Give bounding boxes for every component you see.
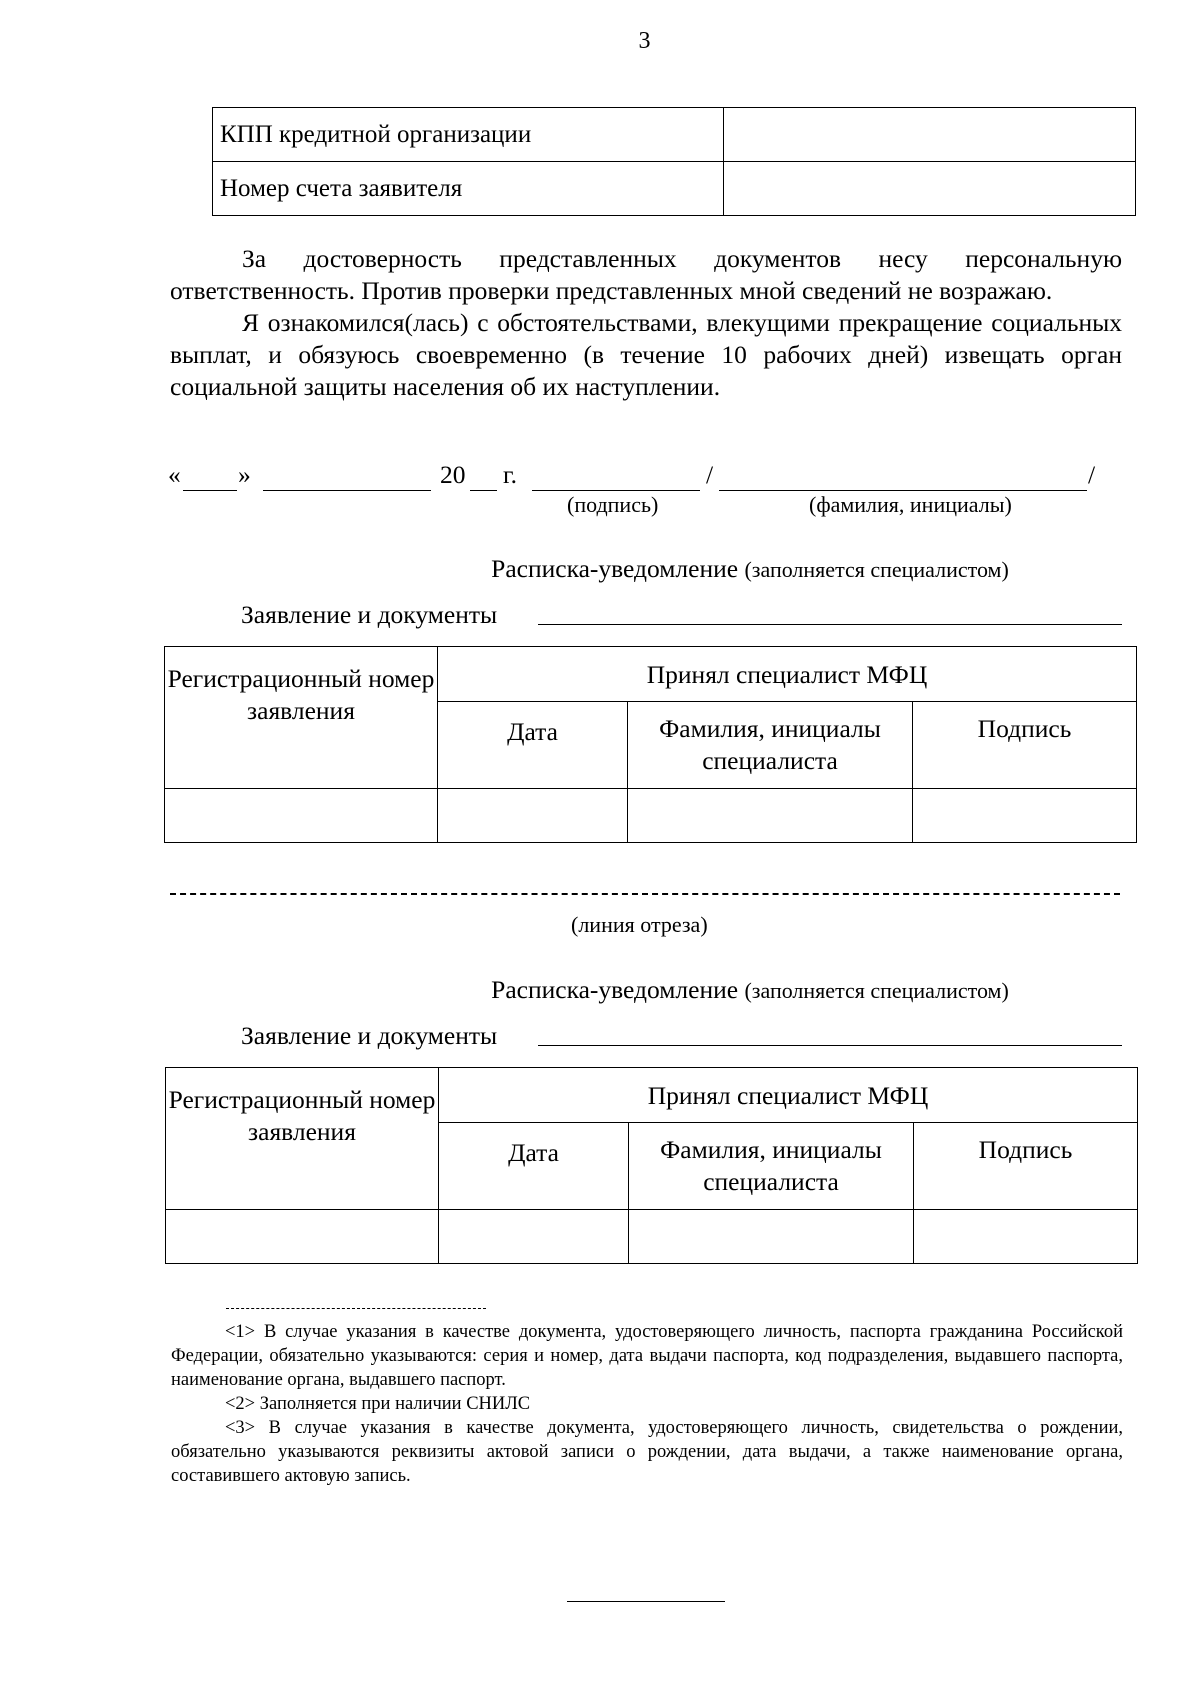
receipt-title-text: Расписка-уведомление — [491, 554, 739, 583]
end-line — [567, 1601, 725, 1602]
receipt-title-text: Расписка-уведомление — [491, 975, 739, 1004]
year-suffix: г. — [503, 460, 517, 489]
accepted-header: Принял специалист МФЦ — [438, 647, 1137, 702]
documents-label: Заявление и документы — [241, 1021, 498, 1050]
statement-text — [170, 243, 1122, 403]
signature-caption: (подпись) — [567, 492, 659, 517]
footnote-3: <3> В случае указания в качестве документа, удостоверяющего личность, свидетельства о рождении, обязательно указываются реквизиты актовой записи о рождении, дата выдачи, а также наименование органа, составившего актовую запись. — [171, 1418, 1123, 1486]
receipt-title — [0, 975, 1200, 1005]
account-number-label: Номер счета заявителя — [213, 162, 724, 216]
signature-header: Подпись — [914, 1123, 1138, 1210]
accepted-header: Принял специалист МФЦ — [439, 1068, 1138, 1123]
obligation-paragraph: Я ознакомился(лась) с обстоятельствами, влекущими прекращение социальных выплат, и обязуюсь своевременно (в течение 10 рабочих дней) извещать орган социальной защиты населения об их наступлении. — [170, 308, 1122, 401]
day-blank[interactable] — [183, 490, 237, 491]
account-number-value-cell[interactable] — [724, 162, 1136, 216]
footnote-1: <1> В случае указания в качестве документа, удостоверяющего личность, паспорта гражданина Российской Федерации, обязательно указываются: серия и номер, дата выдачи паспорта, код подразделения, выдавшего паспорта, наименование органа, выдавшего паспорт. — [171, 1322, 1123, 1390]
reg-number-cell[interactable] — [165, 789, 438, 843]
bank-details-table — [212, 107, 1136, 216]
name-caption: (фамилия, инициалы) — [809, 492, 1012, 517]
reg-number-cell[interactable] — [166, 1210, 439, 1264]
signature-cell[interactable] — [913, 789, 1137, 843]
specialist-name-header: Фамилия, инициалы специалиста — [629, 1123, 914, 1210]
specialist-name-header: Фамилия, инициалы специалиста — [628, 702, 913, 789]
year-prefix: 20 — [440, 460, 466, 489]
table-row — [213, 108, 1136, 162]
signature-blank[interactable] — [532, 490, 700, 491]
page-number: 3 — [638, 28, 651, 54]
date-cell[interactable] — [439, 1210, 629, 1264]
cut-line — [170, 893, 1120, 895]
footnote-separator — [226, 1308, 486, 1309]
responsibility-paragraph: За достоверность представленных документов несу персональную ответственность. Против проверки представленных мной сведений не возражаю. — [170, 244, 1122, 305]
specialist-name-cell[interactable] — [628, 789, 913, 843]
reg-number-header: Регистрационный номер заявления — [165, 647, 438, 789]
signature-header: Подпись — [913, 702, 1137, 789]
documents-blank[interactable] — [538, 624, 1122, 625]
documents-blank[interactable] — [538, 1045, 1122, 1046]
slash-right: / — [1088, 460, 1096, 489]
specialist-name-cell[interactable] — [629, 1210, 914, 1264]
kpp-value-cell[interactable] — [724, 108, 1136, 162]
slash-left: / — [706, 460, 714, 489]
open-quote: « — [168, 460, 181, 489]
table-row — [213, 162, 1136, 216]
documents-label: Заявление и документы — [241, 600, 498, 629]
footnote-2: <2> Заполняется при наличии СНИЛС — [225, 1394, 531, 1414]
date-cell[interactable] — [438, 789, 628, 843]
close-quote: » — [238, 460, 251, 489]
cut-line-label: (линия отреза) — [571, 912, 708, 937]
signature-cell[interactable] — [914, 1210, 1138, 1264]
table-row — [165, 789, 1137, 843]
receipt-title — [0, 554, 1200, 584]
receipt-title-note: (заполняется специалистом) — [744, 557, 1009, 582]
kpp-label: КПП кредитной организации — [213, 108, 724, 162]
month-blank[interactable] — [263, 490, 431, 491]
year-blank[interactable] — [470, 490, 497, 491]
footnotes — [171, 1320, 1123, 1488]
date-header: Дата — [439, 1123, 629, 1210]
date-header: Дата — [438, 702, 628, 789]
receipt-title-note: (заполняется специалистом) — [744, 978, 1009, 1003]
receipt-table — [165, 1067, 1138, 1264]
name-blank[interactable] — [719, 490, 1087, 491]
table-row — [166, 1210, 1138, 1264]
reg-number-header: Регистрационный номер заявления — [166, 1068, 439, 1210]
receipt-table — [164, 646, 1137, 843]
